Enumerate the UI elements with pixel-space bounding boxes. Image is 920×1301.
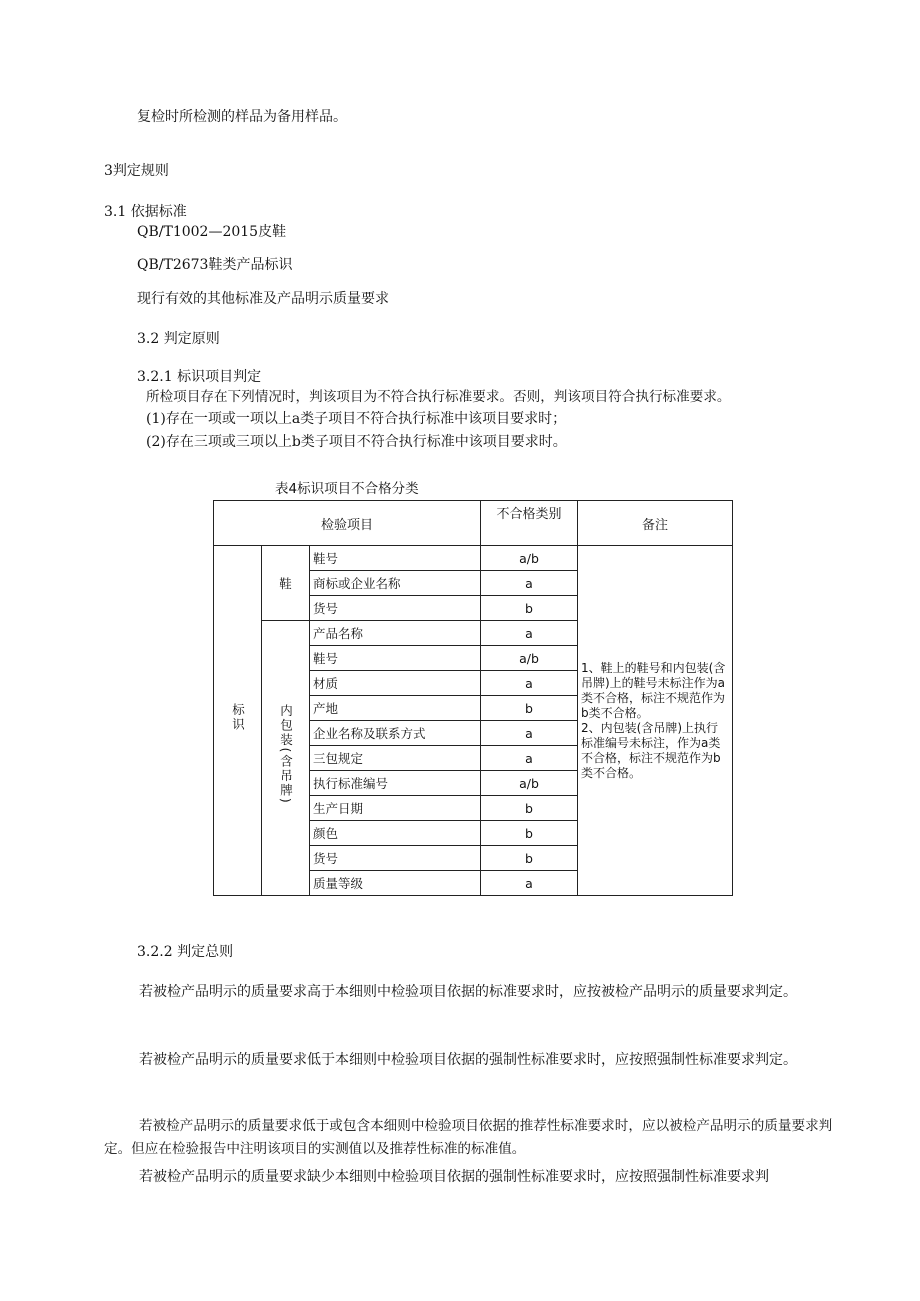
text-line: 所检项目存在下列情况时，判该项目为不符合执行标准要求。否则，判该项目符合执行标准要求。 <box>146 389 731 405</box>
group-inner-pack: 内包装(含吊牌) <box>262 621 310 896</box>
table-cell-item: 产地 <box>310 696 481 721</box>
table-cell-item: 质量等级 <box>310 871 481 896</box>
table-cell-category: a/b <box>481 546 578 571</box>
table-cell-item: 鞋号 <box>310 646 481 671</box>
table-cell-item: 三包规定 <box>310 746 481 771</box>
subsection-heading: 3.2 判定原则 <box>137 331 220 347</box>
section-heading: 3判定规则 <box>104 163 169 179</box>
table-cell-item: 商标或企业名称 <box>310 571 481 596</box>
remark-line: 2、内包装(含吊牌)上执行标准编号未标注，作为a类不合格，标注不规范作为b类不合格。 <box>581 720 721 780</box>
header-item: 检验项目 <box>214 501 481 546</box>
table-cell-item: 颜色 <box>310 821 481 846</box>
standard-ref: QB/T1002—2015皮鞋 <box>137 224 287 240</box>
header-category: 不合格类别 <box>481 501 578 546</box>
list-item: (2)存在三项或三项以上b类子项目不符合执行标准中该项目要求时。 <box>146 434 567 450</box>
classification-table <box>213 500 733 896</box>
table-cell-category: a <box>481 871 578 896</box>
table-cell-item: 鞋号 <box>310 546 481 571</box>
table-cell-item: 企业名称及联系方式 <box>310 721 481 746</box>
table-cell-category: b <box>481 821 578 846</box>
paragraph: 若被检产品明示的质量要求缺少本细则中检验项目依据的强制性标准要求时，应按照强制性标准要求判 <box>139 1169 769 1185</box>
table-cell-category: a/b <box>481 771 578 796</box>
group-main: 标识 <box>214 546 262 896</box>
subsection-heading: 3.2.2 判定总则 <box>137 944 234 960</box>
table-cell-category: b <box>481 846 578 871</box>
list-item: (1)存在一项或一项以上a类子项目不符合执行标准中该项目要求时； <box>146 411 567 427</box>
paragraph: 若被检产品明示的质量要求低于本细则中检验项目依据的强制性标准要求时，应按照强制性标准要求判定。 <box>139 1052 797 1068</box>
remark-cell <box>578 546 733 896</box>
table-cell-category: a <box>481 571 578 596</box>
table-cell-item: 货号 <box>310 596 481 621</box>
table-cell-item: 执行标准编号 <box>310 771 481 796</box>
subsection-heading: 3.2.1 标识项目判定 <box>137 369 262 385</box>
remark-line: 1、鞋上的鞋号和内包装(含吊牌)上的鞋号未标注作为a类不合格，标注不规范作为b类不合格。 <box>581 660 726 720</box>
paragraph: 若被检产品明示的质量要求低于或包含本细则中检验项目依据的推荐性标准要求时，应以被检产品明示的质量要求判定。但应在检验报告中注明该项目的实测值以及推荐性标准的标准值。 <box>104 1118 833 1157</box>
header-remark: 备注 <box>578 501 733 546</box>
table-cell-category: a <box>481 621 578 646</box>
table-cell-category: b <box>481 796 578 821</box>
table-cell-category: a <box>481 671 578 696</box>
table-cell-category: a <box>481 721 578 746</box>
table-cell-item: 生产日期 <box>310 796 481 821</box>
paragraph: 若被检产品明示的质量要求高于本细则中检验项目依据的标准要求时，应按被检产品明示的质量要求判定。 <box>139 984 797 1000</box>
table-cell-item: 产品名称 <box>310 621 481 646</box>
table-cell-category: a/b <box>481 646 578 671</box>
table-caption: 表4标识项目不合格分类 <box>275 481 419 497</box>
group-shoe: 鞋 <box>262 546 310 621</box>
standard-ref: QB/T2673鞋类产品标识 <box>137 257 293 273</box>
table-cell-category: a <box>481 746 578 771</box>
table-cell-item: 材质 <box>310 671 481 696</box>
table-cell-category: b <box>481 596 578 621</box>
subsection-heading: 3.1 依据标准 <box>104 204 187 220</box>
standard-ref: 现行有效的其他标准及产品明示质量要求 <box>137 291 389 307</box>
table-cell-item: 货号 <box>310 846 481 871</box>
table-cell-category: b <box>481 696 578 721</box>
text-line: 复检时所检测的样品为备用样品。 <box>137 109 347 125</box>
